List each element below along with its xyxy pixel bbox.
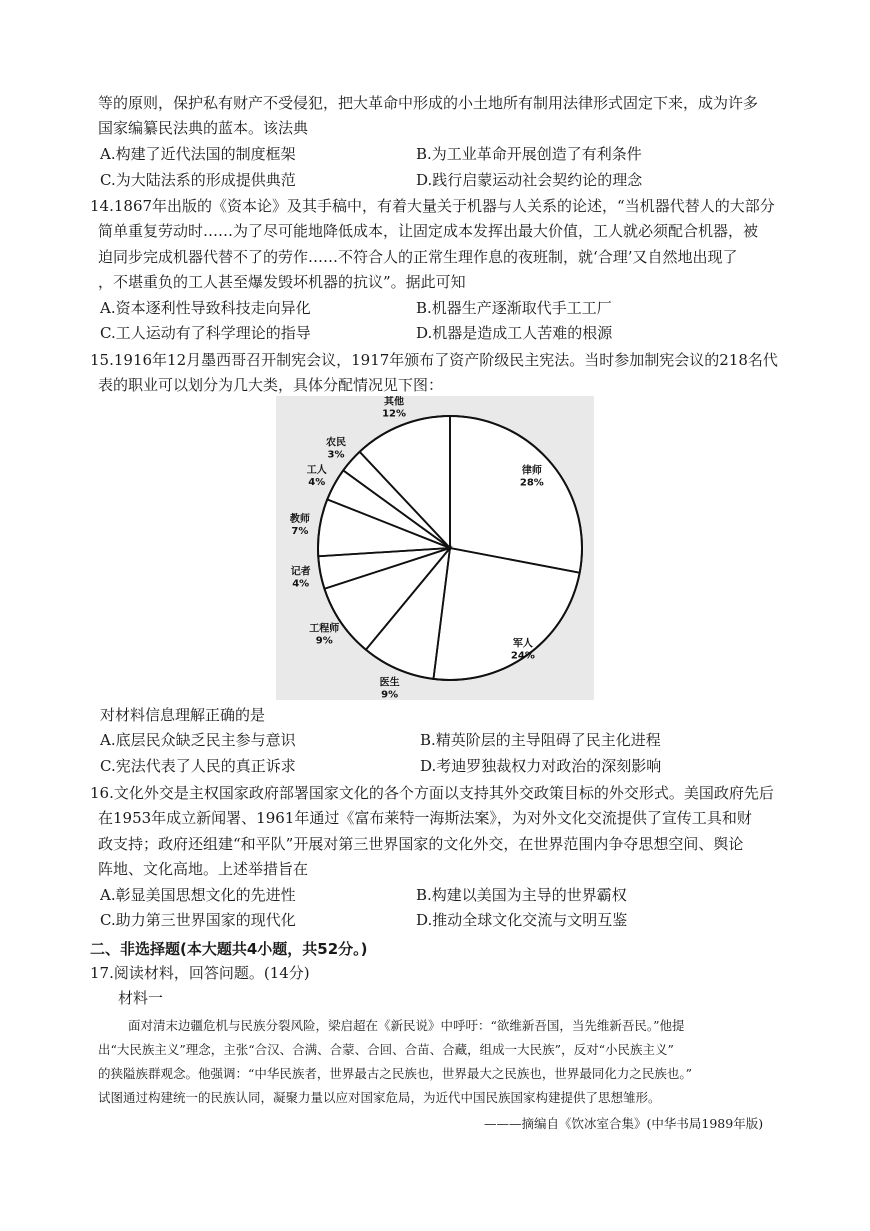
q14-text-line: 14.1867年出版的《资本论》及其手稿中，有着大量关于机器与人关系的论述，“当机器代替人的大部分 — [90, 197, 775, 215]
pie-category-label: 记者 — [290, 566, 311, 578]
q13-option-d: D.践行启蒙运动社会契约论的理念 — [416, 171, 643, 189]
q16-text-line: 16.文化外交是主权国家政府部署国家文化的各个方面以支持其外交政策目标的外交形式。美国政府先后 — [90, 784, 774, 802]
occupation-pie-chart — [276, 396, 594, 700]
q16-text-line: 在1953年成立新闻署、1961年通过《富布莱特一海斯法案》，为对外文化交流提供了宣传工具和财 — [98, 809, 752, 827]
pie-category-label: 医生 — [379, 677, 400, 689]
q14-option-a: A.资本逐利性导致科技走向异化 — [100, 299, 311, 317]
q15-option-c: C.宪法代表了人民的真正诉求 — [100, 757, 296, 775]
material-text-line: 出“大民族主义”理念，主张“合汉、合满、合蒙、合回、合苗、合藏，组成一大民族”，反对“小民族主义” — [98, 1042, 674, 1057]
q13-text-line: 等的原则，保护私有财产不受侵犯，把大革命中形成的小土地所有制用法律形式固定下来，成为许多 — [98, 94, 759, 112]
q14-text-line: 迫同步完成机器代替不了的劳作……不符合人的正常生理作息的夜班制，就‘合理’又自然地出现了 — [98, 248, 738, 266]
q16-text-line: 阵地、文化高地。上述举措旨在 — [98, 860, 309, 878]
q16-option-b: B.构建以美国为主导的世界霸权 — [416, 886, 627, 904]
q16-option-c: C.助力第三世界国家的现代化 — [100, 911, 296, 929]
q16-text-line: 政支持；政府还组建“和平队”开展对第三世界国家的文化外交，在世界范围内争夺思想空间、舆论 — [98, 835, 744, 853]
pie-value-label: 4% — [292, 578, 310, 590]
q13-option-c: C.为大陆法系的形成提供典范 — [100, 171, 296, 189]
pie-category-label: 工程师 — [309, 623, 340, 635]
q14-option-b: B.机器生产逐渐取代手工工厂 — [416, 299, 612, 317]
q15-stem: 对材料信息理解正确的是 — [100, 706, 266, 724]
pie-category-label: 农民 — [325, 437, 346, 449]
section-heading: 二、非选择题(本大题共4小题，共52分。) — [90, 940, 368, 958]
pie-category-label: 教师 — [289, 514, 310, 526]
material-text-line: 面对清末边疆危机与民族分裂风险，梁启超在《新民说》中呼吁：“欲维新吾国，当先维新吾民。”他提 — [128, 1018, 685, 1033]
q14-option-d: D.机器是造成工人苦难的根源 — [416, 324, 613, 342]
pie-value-label: 9% — [315, 635, 333, 647]
pie-value-label: 7% — [291, 526, 309, 538]
q15-option-d: D.考迪罗独裁权力对政治的深刻影响 — [420, 757, 662, 775]
q14-text-line: ，不堪重负的工人甚至爆发毁坏机器的抗议”。据此可知 — [98, 273, 466, 291]
q15-option-a: A.底层民众缺乏民主参与意识 — [100, 731, 296, 749]
q16-option-d: D.推动全球文化交流与文明互鉴 — [416, 911, 628, 929]
pie-category-label: 工人 — [306, 464, 327, 476]
pie-value-label: 9% — [381, 689, 399, 700]
pie-chart-svg — [276, 396, 594, 700]
q13-text-line: 国家编纂民法典的蓝本。该法典 — [98, 119, 309, 137]
q13-option-b: B.为工业革命开展创造了有利条件 — [416, 145, 642, 163]
pie-value-label: 3% — [327, 449, 345, 461]
q15-option-b: B.精英阶层的主导阻碍了民主化进程 — [420, 731, 661, 749]
material-text-line: 试图通过构建统一的民族认同，凝聚力量以应对国家危局，为近代中国民族国家构建提供了思想雏形。 — [98, 1090, 661, 1105]
pie-value-label: 24% — [510, 650, 535, 662]
pie-category-label: 律师 — [521, 465, 542, 477]
q14-text-line: 简单重复劳动时……为了尽可能地降低成本，让固定成本发挥出最大价值，工人就必须配合机器，被 — [98, 222, 759, 240]
q16-option-a: A.彰显美国思想文化的先进性 — [100, 886, 296, 904]
material-text-line: 的狭隘族群观念。他强调：“中华民族者，世界最古之民族也，世界最大之民族也，世界最同化力之民族也。” — [98, 1066, 693, 1081]
pie-category-label: 其他 — [384, 396, 405, 408]
material-title: 材料一 — [118, 989, 164, 1007]
pie-category-label: 军人 — [512, 638, 533, 650]
q17-prompt: 17.阅读材料，回答问题。(14分) — [90, 964, 310, 982]
pie-value-label: 12% — [382, 408, 407, 420]
q15-text-line: 表的职业可以划分为几大类，具体分配情况见下图： — [98, 376, 444, 394]
q13-option-a: A.构建了近代法国的制度框架 — [100, 145, 296, 163]
pie-value-label: 28% — [519, 477, 544, 489]
pie-value-label: 4% — [308, 476, 326, 488]
material-source: ———摘编自《饮冰室合集》(中华书局1989年版) — [484, 1116, 764, 1131]
q14-option-c: C.工人运动有了科学理论的指导 — [100, 324, 311, 342]
q15-text-line: 15.1916年12月墨西哥召开制宪会议，1917年颁布了资产阶级民主宪法。当时参加制宪会议的218名代 — [90, 351, 778, 369]
